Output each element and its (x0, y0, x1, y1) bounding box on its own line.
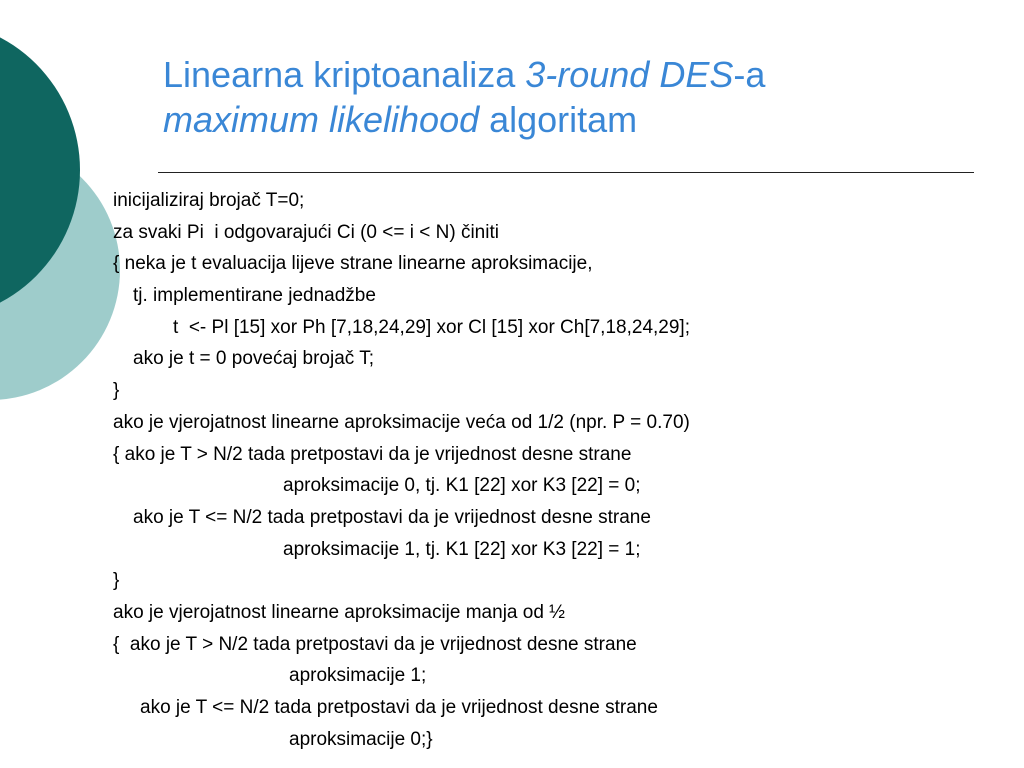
body-line: tj. implementirane jednadžbe (133, 285, 376, 307)
body-line: } (113, 570, 120, 592)
title-text-2: 3-round DES (525, 54, 734, 95)
body-line: ako je t = 0 povećaj brojač T; (133, 348, 374, 370)
title-text-5: algoritam (479, 99, 638, 140)
body-line: ako je vjerojatnost linearne aproksimacije veća od 1/2 (npr. P = 0.70) (113, 411, 690, 433)
body-line: inicijaliziraj brojač T=0; (113, 190, 305, 211)
body-line: t <- Pl [15] xor Ph [7,18,24,29] xor Cl [15] xor Ch[7,18,24,29]; (173, 316, 690, 338)
body-line: } (113, 380, 120, 402)
body-line: ako je T <= N/2 tada pretpostavi da je vrijednost desne strane (140, 697, 658, 718)
body-line: za svaki Pi i odgovarajući Ci (0 <= i < N) činiti (113, 221, 499, 243)
body-line: ako je vjerojatnost linearne aproksimacije manja od ½ (113, 601, 566, 623)
body-line: { ako je T > N/2 tada pretpostavi da je vrijednost desne strane (113, 633, 637, 655)
title-text-1: Linearna kriptoanaliza (163, 54, 526, 95)
slide-title (163, 52, 983, 142)
body-line: aproksimacije 0, tj. K1 [22] xor K3 [22] = 0; (283, 475, 641, 497)
title-divider (158, 172, 974, 173)
body-line: { ako je T > N/2 tada pretpostavi da je vrijednost desne strane (113, 443, 632, 465)
body-line: { neka je t evaluacija lijeve strane linearne aproksimacije, (113, 253, 593, 275)
body-line: aproksimacije 1; (289, 665, 427, 687)
body-line: aproksimacije 0;} (289, 728, 433, 750)
slide-body (113, 185, 1013, 755)
body-line: aproksimacije 1, tj. K1 [22] xor K3 [22] = 1; (283, 538, 641, 560)
body-line: ako je T <= N/2 tada pretpostavi da je vrijednost desne strane (133, 506, 651, 528)
title-text-3: -a (733, 54, 766, 95)
title-text-4: maximum likelihood (163, 99, 480, 140)
